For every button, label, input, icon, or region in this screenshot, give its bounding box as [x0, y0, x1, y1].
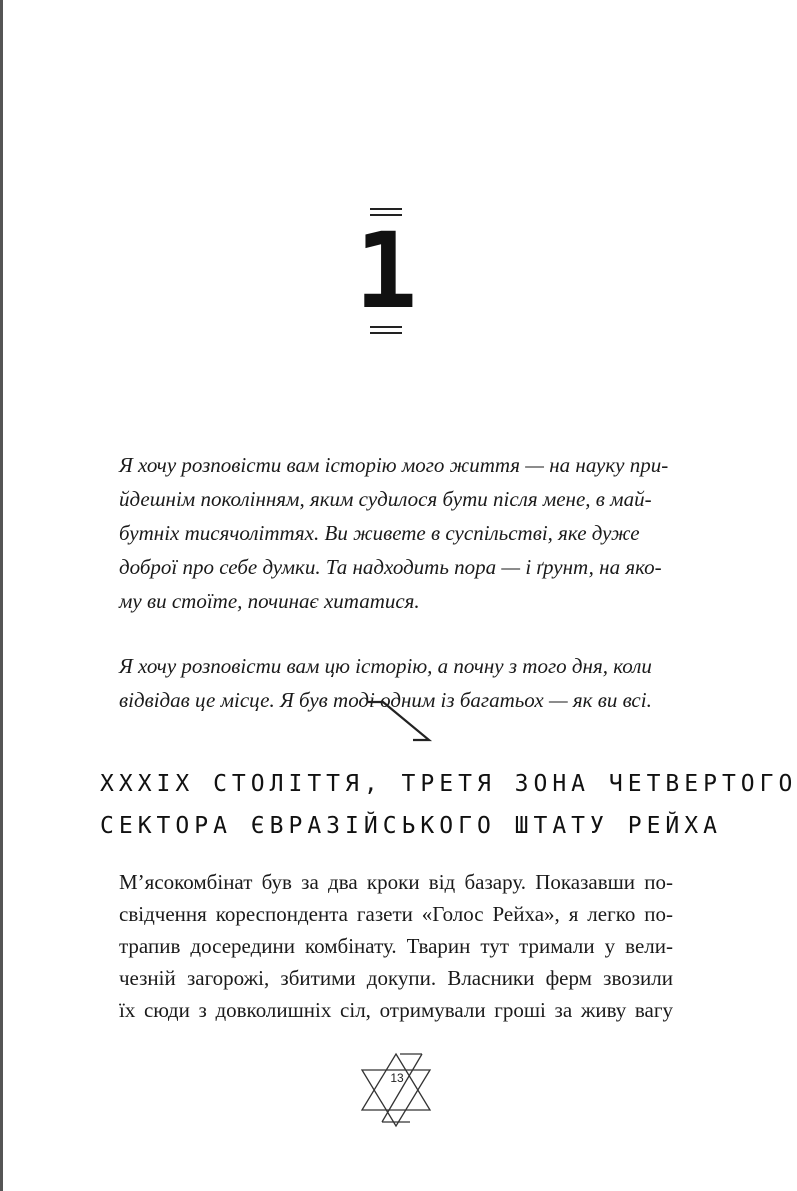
section-title-line-2: СЕКТОРА ЄВРАЗІЙСЬКОГО ШТАТУ РЕЙХА — [100, 813, 722, 839]
epigraph — [119, 448, 673, 717]
epigraph-line: Я хочу розповісти вам історію мого життя — на науку при- — [119, 453, 669, 477]
epigraph-line: доброї про себе думки. Та надходить пора — і ґрунт, на яко- — [119, 555, 662, 579]
epigraph-line: му ви стоїте, починає хитатися. — [119, 589, 420, 613]
body-line: чезній загорожі, збитими докупи. Власники ферм звозили — [119, 966, 673, 990]
body-line: свідчення кореспондента газети «Голос Рейха», я легко по- — [119, 902, 673, 926]
section-divider-ornament — [365, 700, 431, 742]
epigraph-paragraph-1 — [119, 448, 673, 618]
body-line: М’ясокомбінат був за два кроки від базару. Показавши по- — [119, 870, 673, 894]
page-number-ornament — [360, 1050, 432, 1128]
epigraph-line: Я хочу розповісти вам цю історію, а почну з того дня, коли — [119, 654, 652, 678]
page-edge-rule — [0, 0, 3, 1191]
epigraph-line: відвідав це місце. Я був тоді одним із багатьох — як ви всі. — [119, 688, 652, 712]
epigraph-line: бутніх тисячоліттях. Ви живете в суспільстві, яке дуже — [119, 521, 640, 545]
epigraph-line: йдешнім поколінням, яким судилося бути після мене, в май- — [119, 487, 652, 511]
body-line: їх сюди з довколишніх сіл, отримували гроші за живу вагу — [119, 998, 673, 1022]
chapter-number-mark — [354, 205, 418, 340]
section-title-line-1: XXXIX СТОЛІТТЯ, ТРЕТЯ ЗОНА ЧЕТВЕРТОГО — [100, 771, 797, 797]
body-line: трапив досередини комбінату. Тварин тут тримали у вели- — [119, 934, 673, 958]
body-text — [119, 866, 673, 1026]
chapter-number: 1 — [354, 210, 418, 332]
section-title — [100, 763, 797, 847]
page-number: 13 — [390, 1071, 404, 1085]
